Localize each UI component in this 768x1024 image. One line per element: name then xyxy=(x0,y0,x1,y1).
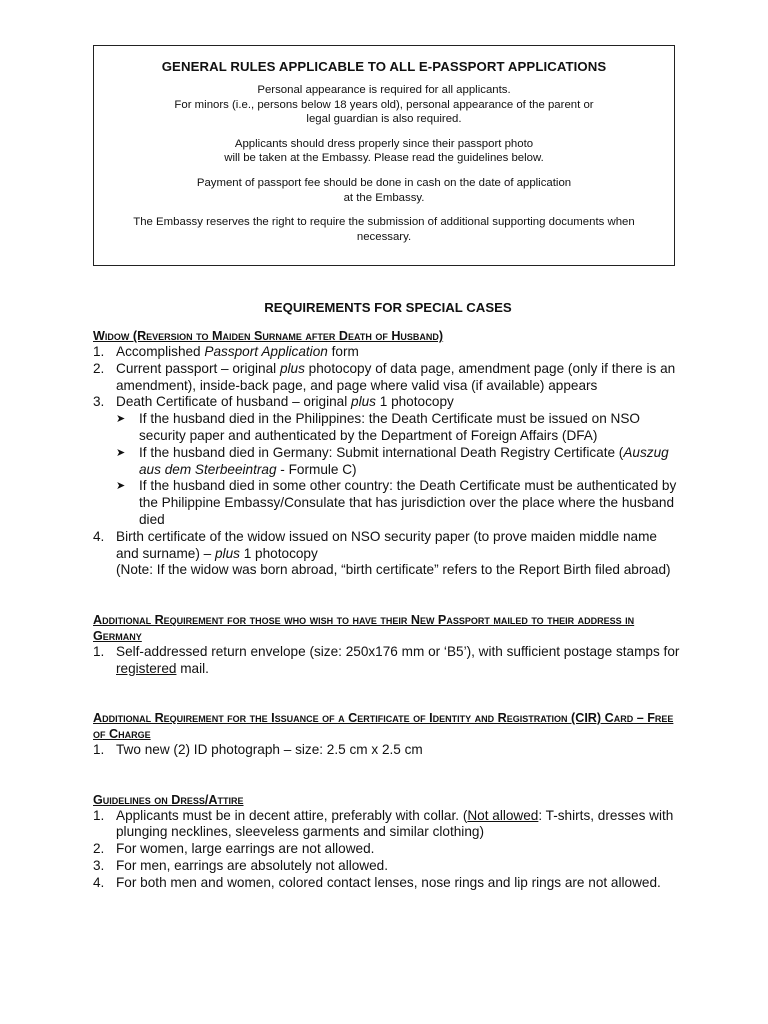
rule-text: The Embassy reserves the right to require the submission of additional supporting documents when xyxy=(133,216,635,229)
rule-text: will be taken at the Embassy. Please read the guidelines below. xyxy=(224,152,544,165)
arrow-bullet-icon: ➤ xyxy=(116,446,126,459)
rule-text: For minors (i.e., persons below 18 years old), personal appearance of the parent or xyxy=(174,98,594,111)
item-number: 1. xyxy=(93,344,105,359)
item-text: For women, large earrings are not allowed. xyxy=(116,841,375,857)
special-cases-section xyxy=(93,300,683,892)
list-item xyxy=(93,394,683,411)
sub-item-text: If the husband died in Germany: Submit international Death Registry Certificate (Auszug aus dem Sterbeeintrag - Formule C) xyxy=(139,444,669,477)
sub-item-text: If the husband died in the Philippines: the Death Certificate must be issued on NSO security paper and authenticated by the Department of Foreign Affairs (DFA) xyxy=(139,411,640,443)
list-item xyxy=(93,644,683,678)
arrow-bullet-icon: ➤ xyxy=(116,480,126,493)
sub-item-text: If the husband died in some other country: the Death Certificate must be authenticated by the Philippine Embassy/Consulate that has jurisdiction over the place where the husband died xyxy=(139,478,677,527)
item-text: For men, earrings are absolutely not allowed. xyxy=(116,857,389,873)
list-item xyxy=(93,529,683,579)
list-item xyxy=(93,875,683,892)
general-rules-box xyxy=(93,45,675,266)
general-rules-title: GENERAL RULES APPLICABLE TO ALL E-PASSPORT APPLICATIONS xyxy=(161,59,607,74)
widow-heading: Widow (Reversion to Maiden Surname after Death of Husband) xyxy=(93,329,444,343)
item-text: Self-addressed return envelope (size: 250x176 mm or ‘B5’), with sufficient postage stamps for registered mail. xyxy=(116,644,680,676)
item-text: Applicants must be in decent attire, preferably with collar. (Not allowed: T-shirts, dresses with plunging necklines, sleeveless garments and similar clothing) xyxy=(116,807,674,840)
cir-heading: Additional Requirement for the Issuance of a Certificate of Identity and Registration (CIR) Card – Free of Charge xyxy=(93,710,674,741)
arrow-bullet-icon: ➤ xyxy=(116,413,126,426)
list-item xyxy=(93,344,683,361)
item-text: Birth certificate of the widow issued on NSO security paper (to prove maiden middle name and surname) – plus 1 photocopy (Note: If the widow was born abroad, “birth certificate” refers to the Report Birth filed abroad) xyxy=(116,528,671,578)
item-number: 3. xyxy=(93,394,105,410)
rule-text: Personal appearance is required for all applicants. xyxy=(257,84,511,96)
rule-text: legal guardian is also required. xyxy=(306,113,462,126)
cir-list xyxy=(93,742,683,759)
item-number: 4. xyxy=(93,528,105,544)
item-number: 1. xyxy=(93,807,105,823)
rule-text: Payment of passport fee should be done in cash on the date of application xyxy=(196,176,572,189)
rule-text: Applicants should dress properly since their passport photo xyxy=(234,137,534,150)
item-number: 2. xyxy=(93,360,105,376)
dress-heading: Guidelines on Dress/Attire xyxy=(93,792,244,807)
rule-text: at the Embassy. xyxy=(343,191,425,204)
sub-item xyxy=(116,445,683,479)
item-number: 2. xyxy=(93,841,105,857)
item-text: Death Certificate of husband – original plus 1 photocopy xyxy=(116,394,454,410)
item-number: 3. xyxy=(93,857,105,873)
list-item xyxy=(93,361,683,395)
list-item xyxy=(93,841,683,858)
mailed-heading: Additional Requirement for those who wish to have their New Passport mailed to their address in Germany xyxy=(93,613,635,644)
list-item xyxy=(93,808,683,842)
sub-item xyxy=(116,478,683,528)
list-item xyxy=(93,858,683,875)
item-text: For both men and women, colored contact lenses, nose rings and lip rings are not allowed. xyxy=(116,874,661,890)
item-text: Accomplished Passport Application form xyxy=(116,344,359,359)
item-text: Current passport – original plus photocopy of data page, amendment page (only if there is an amendment), inside-back page, and page where valid visa (if available) appears xyxy=(116,360,676,393)
item-number: 1. xyxy=(93,741,105,757)
mailed-list xyxy=(93,644,683,678)
item-text: Two new (2) ID photograph – size: 2.5 cm x 2.5 cm xyxy=(116,741,423,757)
rule-text: necessary. xyxy=(356,230,412,243)
item-number: 1. xyxy=(93,644,105,660)
widow-list xyxy=(93,344,683,579)
sub-item xyxy=(116,411,683,445)
item-number: 4. xyxy=(93,874,105,890)
special-cases-title: REQUIREMENTS FOR SPECIAL CASES xyxy=(264,300,512,315)
list-item xyxy=(93,742,683,759)
dress-list xyxy=(93,808,683,892)
